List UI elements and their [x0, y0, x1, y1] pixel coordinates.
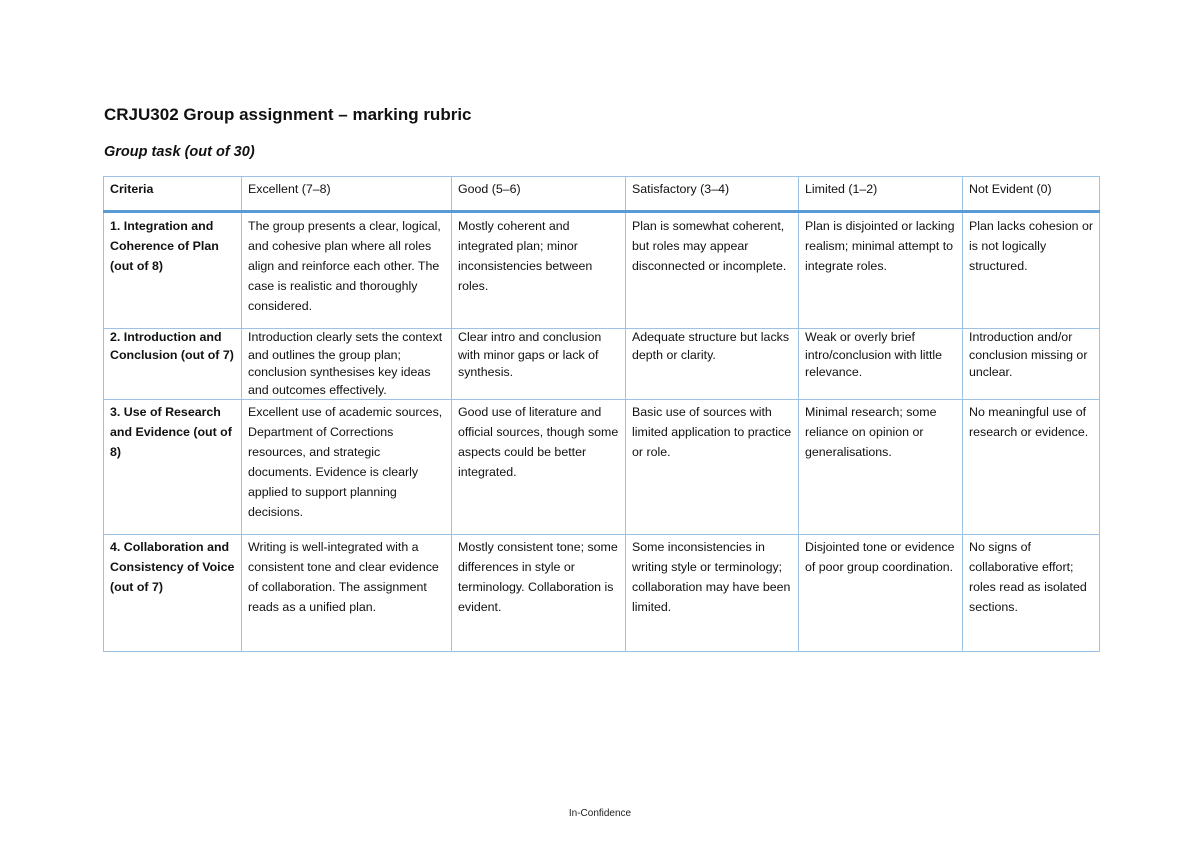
header-criteria: Criteria [104, 177, 242, 212]
header-limited: Limited (1–2) [799, 177, 963, 212]
document-subtitle: Group task (out of 30) [104, 144, 255, 160]
table-row [104, 329, 1100, 400]
table-header-row [104, 177, 1100, 212]
limited-cell: Weak or overly brief intro/conclusion with little relevance. [799, 329, 963, 400]
not-evident-cell: No signs of collaborative effort; roles read as isolated sections. [963, 535, 1100, 652]
criterion-cell: 1. Integration and Coherence of Plan (out of 8) [104, 212, 242, 329]
good-cell: Mostly consistent tone; some differences in style or terminology. Collaboration is evident. [452, 535, 626, 652]
not-evident-cell: Introduction and/or conclusion missing or unclear. [963, 329, 1100, 400]
good-cell: Clear intro and conclusion with minor gaps or lack of synthesis. [452, 329, 626, 400]
excellent-cell: The group presents a clear, logical, and cohesive plan where all roles align and reinforce each other. The case is realistic and thoroughly considered. [242, 212, 452, 329]
header-not-evident: Not Evident (0) [963, 177, 1100, 212]
table-row [104, 212, 1100, 329]
satisfactory-cell: Plan is somewhat coherent, but roles may appear disconnected or incomplete. [626, 212, 799, 329]
header-excellent: Excellent (7–8) [242, 177, 452, 212]
limited-cell: Plan is disjointed or lacking realism; minimal attempt to integrate roles. [799, 212, 963, 329]
satisfactory-cell: Some inconsistencies in writing style or terminology; collaboration may have been limited. [626, 535, 799, 652]
limited-cell: Disjointed tone or evidence of poor group coordination. [799, 535, 963, 652]
excellent-cell: Excellent use of academic sources, Department of Corrections resources, and strategic documents. Evidence is clearly applied to support planning decisions. [242, 400, 452, 535]
criterion-cell: 3. Use of Research and Evidence (out of 8) [104, 400, 242, 535]
table-row [104, 535, 1100, 652]
marking-rubric-table [103, 176, 1100, 652]
satisfactory-cell: Adequate structure but lacks depth or clarity. [626, 329, 799, 400]
document-title: CRJU302 Group assignment – marking rubric [104, 105, 472, 124]
header-satisfactory: Satisfactory (3–4) [626, 177, 799, 212]
criterion-cell: 4. Collaboration and Consistency of Voice (out of 7) [104, 535, 242, 652]
not-evident-cell: Plan lacks cohesion or is not logically structured. [963, 212, 1100, 329]
limited-cell: Minimal research; some reliance on opinion or generalisations. [799, 400, 963, 535]
good-cell: Mostly coherent and integrated plan; minor inconsistencies between roles. [452, 212, 626, 329]
satisfactory-cell: Basic use of sources with limited application to practice or role. [626, 400, 799, 535]
footer-classification: In-Confidence [568, 808, 632, 819]
good-cell: Good use of literature and official sources, though some aspects could be better integrated. [452, 400, 626, 535]
table-row [104, 400, 1100, 535]
excellent-cell: Writing is well-integrated with a consistent tone and clear evidence of collaboration. The assignment reads as a unified plan. [242, 535, 452, 652]
criterion-cell: 2. Introduction and Conclusion (out of 7) [104, 329, 242, 400]
not-evident-cell: No meaningful use of research or evidence. [963, 400, 1100, 535]
header-good: Good (5–6) [452, 177, 626, 212]
excellent-cell: Introduction clearly sets the context and outlines the group plan; conclusion synthesises key ideas and outcomes effectively. [242, 329, 452, 400]
